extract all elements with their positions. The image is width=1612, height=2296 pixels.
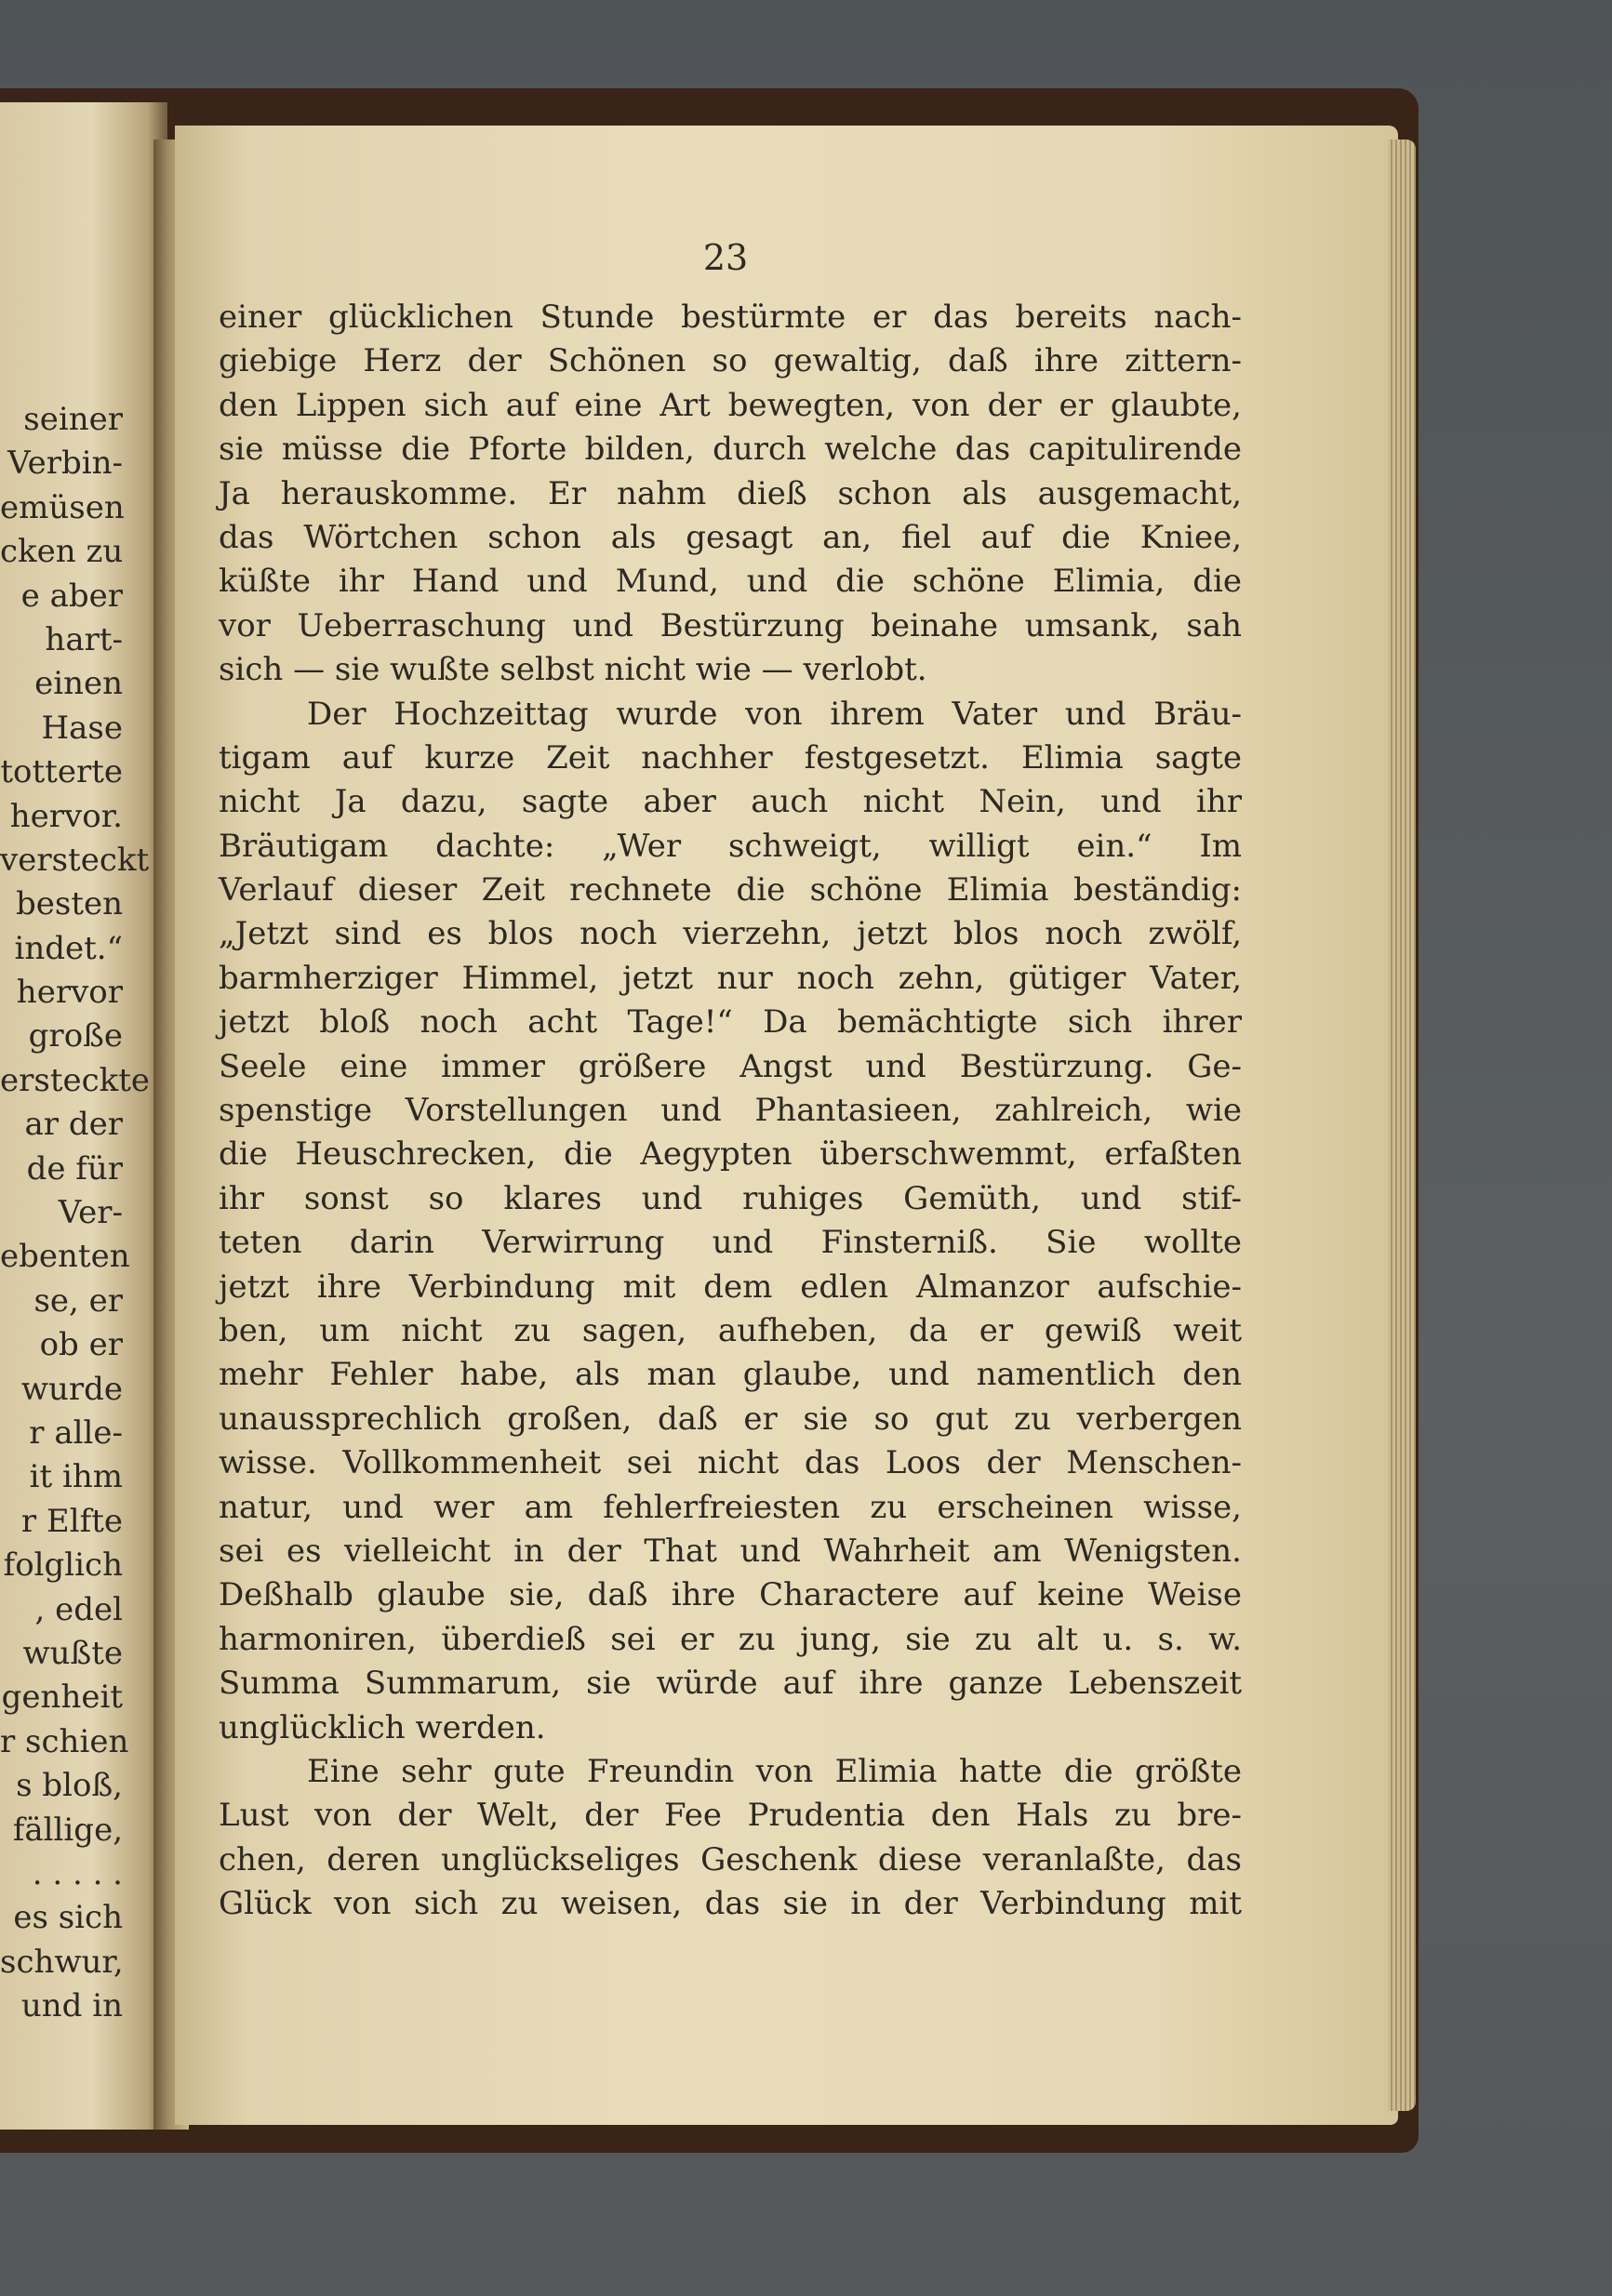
- left-page-text: [0, 398, 151, 2028]
- text-line: unglücklich werden.: [219, 1708, 546, 1746]
- left-page-line: fällige,: [12, 1811, 123, 1849]
- text-line: chen, deren unglückseliges Geschenk diese veranlaßte, das: [219, 1840, 1242, 1878]
- text-line: sei es vielleicht in der That und Wahrheit am Wenigsten.: [219, 1532, 1242, 1570]
- text-line: Seele eine immer größere Angst und Bestürzung. Ge-: [219, 1047, 1242, 1085]
- left-page-line: . . . . .: [32, 1854, 123, 1892]
- text-line: die Heuschrecken, die Aegypten überschwemmt, erfaßten: [219, 1135, 1242, 1174]
- text-line: vor Ueberraschung und Bestürzung beinahe umsank, sah: [219, 606, 1242, 644]
- left-page-line: ersteckte: [0, 1061, 151, 1099]
- text-line: ihr sonst so klares und ruhiges Gemüth, und stif-: [219, 1179, 1242, 1217]
- text-line: giebige Herz der Schönen so gewaltig, daß ihre zittern-: [219, 342, 1242, 380]
- left-page-line: versteckt: [0, 841, 150, 879]
- text-line: Lust von der Welt, der Fee Prudentia den Hals zu bre-: [219, 1797, 1242, 1835]
- left-page-line: s bloß,: [16, 1767, 123, 1805]
- text-line: „Jetzt sind es blos noch vierzehn, jetzt blos noch zwölf,: [219, 915, 1242, 953]
- left-page-line: genheit: [1, 1679, 123, 1717]
- left-page-line: totterte: [0, 753, 123, 791]
- left-page-line: seiner: [23, 401, 123, 438]
- text-line: tigam auf kurze Zeit nachher festgesetzt. Elimia sagte: [219, 738, 1242, 776]
- left-page-line: se, er: [33, 1281, 123, 1320]
- text-line: Glück von sich zu weisen, das sie in der Verbindung mit: [219, 1885, 1242, 1923]
- left-page-line: cken zu: [0, 533, 124, 571]
- text-line: Deßhalb glaube sie, daß ihre Charactere auf keine Weise: [219, 1576, 1242, 1614]
- left-page-line: , edel: [34, 1590, 123, 1628]
- text-line: nicht Ja dazu, sagte aber auch nicht Nein, und ihr: [219, 783, 1242, 821]
- main-text-body: [219, 296, 1242, 1926]
- left-page-line: emüsen: [0, 488, 125, 526]
- text-line: Ja herauskomme. Er nahm dieß schon als ausgemacht,: [219, 474, 1242, 512]
- text-line: einer glücklichen Stunde bestürmte er das bereits nach-: [219, 299, 1242, 336]
- left-page-line: ebenten: [0, 1238, 130, 1276]
- text-line: jetzt bloß noch acht Tage!“ Da bemächtigte sich ihrer: [219, 1003, 1242, 1042]
- left-page-line: wußte: [22, 1634, 123, 1672]
- text-line: spenstige Vorstellungen und Phantasieen, zahlreich, wie: [219, 1092, 1242, 1130]
- text-line: unaussprechlich großen, daß er sie so gut zu verbergen: [219, 1400, 1242, 1438]
- left-page-line: Hase: [41, 709, 123, 747]
- left-page-line: hervor: [16, 974, 123, 1012]
- left-page: [0, 102, 167, 2130]
- text-line: Der Hochzeittag wurde von ihrem Vater und Bräu-: [307, 695, 1242, 733]
- left-page-line: r alle-: [29, 1413, 123, 1452]
- left-page-line: es sich: [13, 1899, 123, 1937]
- text-line: natur, und wer am fehlerfreiesten zu erscheinen wisse,: [219, 1488, 1242, 1526]
- left-page-line: Ver-: [58, 1194, 123, 1232]
- left-page-line: hart-: [45, 620, 123, 658]
- page-edges: [1388, 139, 1416, 2111]
- text-line: Eine sehr gute Freundin von Elimia hatte die größte: [307, 1752, 1242, 1790]
- text-line: Summa Summarum, sie würde auf ihre ganze Lebenszeit: [219, 1665, 1242, 1703]
- left-page-line: r schien: [0, 1722, 129, 1760]
- left-page-line: r Elfte: [20, 1502, 123, 1540]
- left-page-line: it ihm: [29, 1458, 123, 1496]
- text-line: Verlauf dieser Zeit rechnete die schöne Elimia beständig:: [219, 871, 1242, 909]
- text-line: das Wörtchen schon als gesagt an, fiel auf die Kniee,: [219, 518, 1242, 556]
- text-line: teten darin Verwirrung und Finsterniß. Sie wollte: [219, 1224, 1242, 1262]
- left-page-line: und in: [20, 1987, 123, 2025]
- text-line: mehr Fehler habe, als man glaube, und namentlich den: [219, 1356, 1242, 1394]
- text-line: ben, um nicht zu sagen, aufheben, da er gewiß weit: [219, 1311, 1242, 1349]
- left-page-line: e aber: [20, 577, 123, 615]
- left-page-line: de für: [26, 1149, 123, 1188]
- left-page-line: indet.“: [14, 929, 123, 967]
- text-line: harmoniren, überdieß sei er zu jung, sie zu alt u. s. w.: [219, 1620, 1242, 1658]
- text-line: barmherziger Himmel, jetzt nur noch zehn, gütiger Vater,: [219, 959, 1242, 997]
- left-page-line: hervor.: [9, 797, 123, 835]
- left-page-line: wurde: [20, 1370, 123, 1408]
- left-page-line: Verbin-: [7, 445, 123, 483]
- text-line: sie müsse die Pforte bilden, durch welche das capitulirende: [219, 431, 1242, 469]
- text-line: wisse. Vollkommenheit sei nicht das Loos der Menschen-: [219, 1444, 1242, 1482]
- left-page-line: schwur,: [0, 1943, 124, 1981]
- text-line: Bräutigam dachte: „Wer schweigt, willigt ein.“ Im: [219, 827, 1242, 865]
- left-page-line: folglich: [3, 1546, 123, 1585]
- left-page-line: große: [28, 1017, 123, 1055]
- left-page-line: ar der: [24, 1106, 123, 1144]
- text-line: den Lippen sich auf eine Art bewegten, von der er glaubte,: [219, 386, 1242, 424]
- page-number: 23: [702, 237, 749, 278]
- text-line: jetzt ihre Verbindung mit dem edlen Almanzor aufschie-: [219, 1267, 1242, 1306]
- left-page-line: ob er: [39, 1326, 123, 1364]
- text-line: sich — sie wußte selbst nicht wie — verlobt.: [219, 651, 927, 689]
- left-page-line: einen: [34, 665, 123, 703]
- text-line: küßte ihr Hand und Mund, und die schöne Elimia, die: [219, 563, 1242, 601]
- left-page-line: besten: [15, 885, 123, 923]
